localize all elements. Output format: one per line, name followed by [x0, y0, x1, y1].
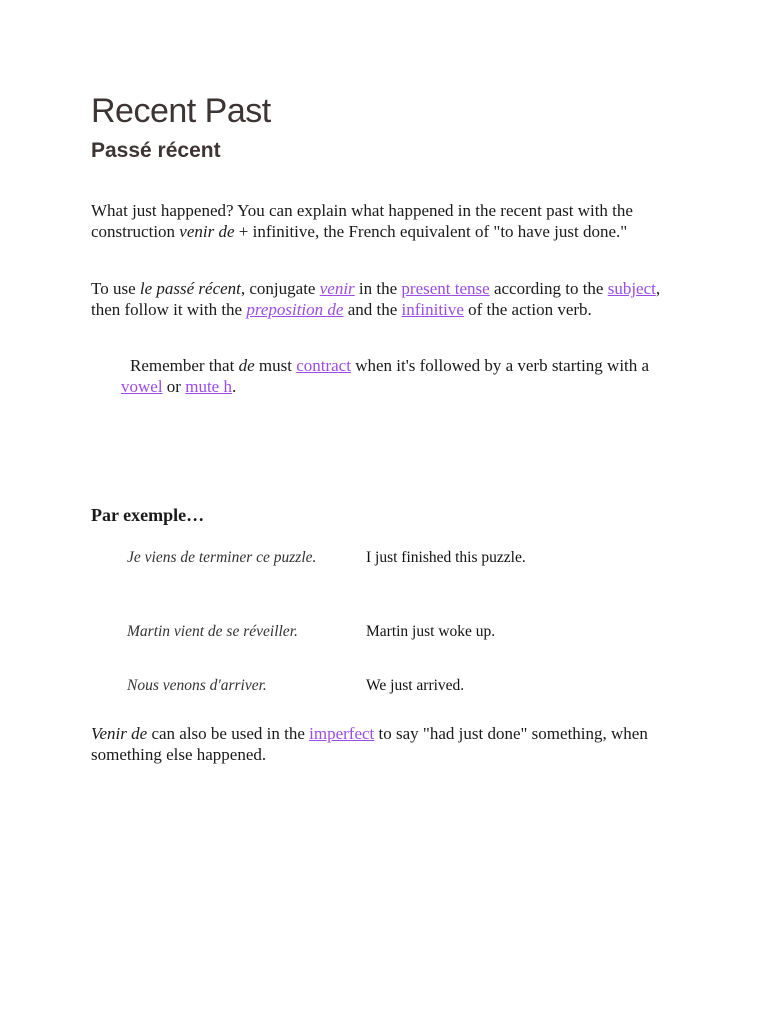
example-french: Martin vient de se réveiller.: [127, 623, 298, 640]
example-french: Nous venons d'arriver.: [127, 677, 267, 694]
usage-paragraph: To use le passé récent, conjugate venir in the present tense according to the subject, then follow it with the preposition de and the infinitive of the action verb.: [91, 279, 661, 319]
example-english: Martin just woke up.: [366, 623, 496, 640]
example-french: Je viens de terminer ce puzzle.: [127, 549, 317, 566]
link-imperfect[interactable]: imperfect: [309, 724, 375, 743]
imperfect-paragraph: Venir de can also be used in the imperfect to say "had just done" something, when something else happened.: [91, 724, 648, 764]
example-english: We just arrived.: [366, 677, 465, 694]
examples-heading: Par exemple…: [91, 505, 205, 525]
note-paragraph: Remember that de must contract when it's followed by a verb starting with a vowel or mute h.: [121, 356, 650, 396]
page-subtitle: Passé récent: [91, 139, 221, 162]
link-venir[interactable]: venir: [319, 279, 355, 298]
page-title: Recent Past: [91, 92, 271, 130]
intro-paragraph: What just happened? You can explain what happened in the recent past with the construction venir de + infinitive, the French equivalent of "to have just done.": [91, 201, 633, 241]
link-vowel[interactable]: vowel: [121, 376, 163, 396]
link-mute-h[interactable]: mute h: [185, 376, 232, 396]
example-english: I just finished this puzzle.: [366, 549, 526, 566]
link-present-tense[interactable]: present tense: [401, 279, 490, 298]
link-preposition-de[interactable]: preposition de: [246, 299, 344, 319]
link-contract[interactable]: contract: [296, 356, 351, 375]
link-infinitive[interactable]: infinitive: [401, 299, 464, 319]
link-subject[interactable]: subject: [607, 279, 656, 298]
